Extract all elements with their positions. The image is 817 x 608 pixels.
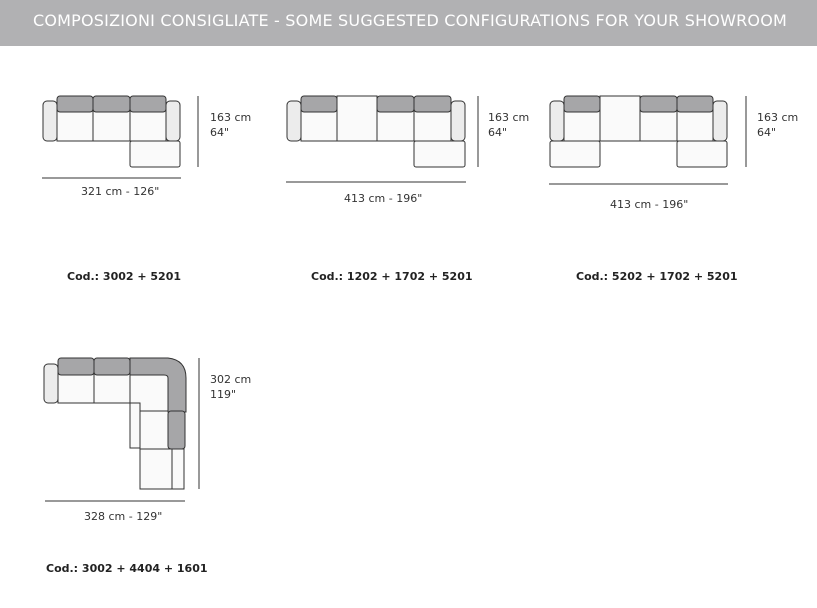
width-label-2: 413 cm - 196" xyxy=(344,192,423,205)
width-label-4: 328 cm - 129" xyxy=(84,510,163,523)
back-cushion xyxy=(377,96,414,112)
back-cushion xyxy=(564,96,600,112)
seat-module xyxy=(377,110,414,141)
seat-module xyxy=(677,110,713,141)
seat-module-no-back xyxy=(337,96,377,141)
back-cushion xyxy=(58,358,94,375)
seat-module xyxy=(301,110,337,141)
back-cushion xyxy=(677,96,713,112)
sofa-config-4 xyxy=(44,358,199,501)
depth-label-1 xyxy=(210,110,251,140)
sofa-config-2 xyxy=(286,96,478,182)
depth-cm: 163 cm xyxy=(210,111,252,124)
chaise-longue xyxy=(130,141,180,167)
seat-module xyxy=(130,110,166,141)
right-armrest xyxy=(166,101,180,141)
depth-in: 64" xyxy=(757,126,777,139)
depth-label-4 xyxy=(210,372,251,402)
right-armrest xyxy=(713,101,727,141)
seat-module xyxy=(94,374,130,403)
chaise-longue xyxy=(414,141,465,167)
depth-in: 64" xyxy=(488,126,508,139)
back-cushion xyxy=(640,96,677,112)
depth-in: 64" xyxy=(210,126,230,139)
right-armrest xyxy=(451,101,465,141)
seat-module xyxy=(564,110,600,141)
depth-label-2 xyxy=(488,110,529,140)
chaise-longue-left xyxy=(550,141,600,167)
back-cushion xyxy=(94,358,130,375)
back-cushion xyxy=(414,96,451,112)
seat-module xyxy=(640,110,677,141)
left-armrest xyxy=(550,101,564,141)
depth-cm: 302 cm xyxy=(210,373,252,386)
sofa-config-3 xyxy=(549,96,746,184)
width-label-1: 321 cm - 126" xyxy=(81,185,160,198)
product-code-2: Cod.: 1202 + 1702 + 5201 xyxy=(311,270,473,283)
back-cushion xyxy=(93,96,130,112)
back-cushion xyxy=(130,96,166,112)
seat-module xyxy=(140,411,170,449)
left-armrest xyxy=(44,364,58,403)
seat-module xyxy=(414,110,451,141)
page-title: COMPOSIZIONI CONSIGLIATE - SOME SUGGESTED CONFIGURATIONS FOR YOUR SHOWROOM xyxy=(33,11,788,30)
left-armrest xyxy=(43,101,57,141)
end-module xyxy=(140,449,184,489)
seat-module xyxy=(93,110,130,141)
depth-in: 119" xyxy=(210,388,237,401)
width-label-3: 413 cm - 196" xyxy=(610,198,689,211)
seat-module xyxy=(57,110,93,141)
seat-module xyxy=(58,374,94,403)
back-cushion xyxy=(301,96,337,112)
seat-module-no-back xyxy=(600,96,640,141)
left-armrest xyxy=(287,101,301,141)
back-cushion xyxy=(168,411,185,449)
back-cushion xyxy=(57,96,93,112)
depth-cm: 163 cm xyxy=(757,111,799,124)
sofa-config-1 xyxy=(42,96,198,178)
depth-cm: 163 cm xyxy=(488,111,530,124)
product-code-1: Cod.: 3002 + 5201 xyxy=(67,270,182,283)
depth-label-3 xyxy=(757,110,798,140)
product-code-4: Cod.: 3002 + 4404 + 1601 xyxy=(46,562,208,575)
product-code-3: Cod.: 5202 + 1702 + 5201 xyxy=(576,270,738,283)
chaise-longue-right xyxy=(677,141,727,167)
